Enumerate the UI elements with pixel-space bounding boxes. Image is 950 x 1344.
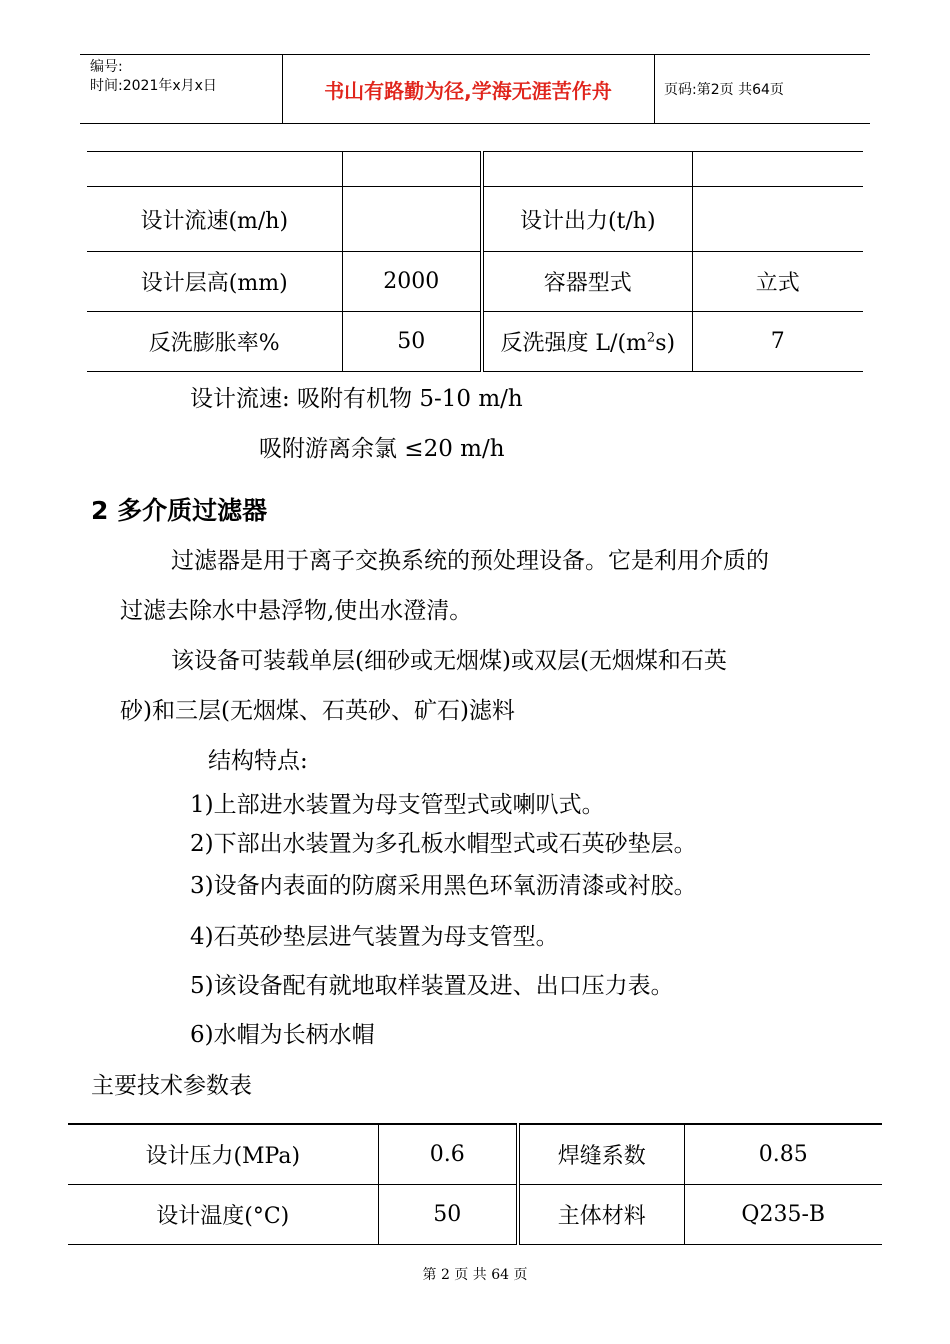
- table-row: [87, 252, 863, 312]
- feature-item: 1)上部进水装置为母支管型式或喇叭式。: [190, 792, 605, 818]
- flow-line-2: 吸附游离余氯 ≤20 m/h: [259, 436, 505, 462]
- table-cell: [482, 312, 692, 372]
- table-cell: 立式: [692, 252, 863, 312]
- table-cell: [342, 187, 482, 252]
- table-cell: [692, 152, 863, 187]
- header-number: 编号:: [90, 59, 123, 75]
- header-motto: 书山有路勤为径,学海无涯苦作舟: [324, 78, 612, 103]
- section-heading: 2 多介质过滤器: [91, 496, 268, 525]
- table-row: [87, 312, 863, 372]
- table-cell: 2000: [342, 252, 482, 312]
- table-row: [68, 1124, 882, 1184]
- table-cell: 7: [692, 312, 863, 372]
- table-cell: 主体材料: [518, 1184, 684, 1244]
- header-meta: [90, 58, 217, 96]
- table-cell: 设计压力(MPa): [145, 1143, 301, 1169]
- table-row: [68, 1184, 882, 1244]
- table-cell: [87, 152, 342, 187]
- table-cell: [342, 152, 482, 187]
- table-cell: 设计流速(m/h): [140, 208, 289, 234]
- table-cell: 0.85: [684, 1124, 882, 1184]
- table-cell: 设计层高(mm): [140, 271, 288, 296]
- feature-item: 3)设备内表面的防腐采用黑色环氧沥清漆或衬胶。: [190, 873, 697, 899]
- table-cell: 反洗膨胀率%: [148, 331, 280, 356]
- header-page-info: 页码:第2页 共64页: [664, 82, 784, 98]
- features-title: 结构特点:: [208, 748, 308, 774]
- table-cell: 设计出力(t/h): [482, 187, 692, 252]
- superscript: 2: [646, 330, 656, 346]
- table-cell: 设计温度(°C): [156, 1203, 290, 1229]
- paragraph-line: 过滤去除水中悬浮物,使出水澄清。: [120, 598, 473, 624]
- feature-item: 2)下部出水装置为多孔板水帽型式或石英砂垫层。: [190, 831, 697, 857]
- table-cell: 50: [378, 1184, 518, 1244]
- spec-table-2: [68, 1123, 882, 1245]
- table-cell: [692, 187, 863, 252]
- table-cell: 焊缝系数: [518, 1124, 684, 1184]
- cell-text: s): [655, 331, 676, 356]
- table-cell: [482, 152, 692, 187]
- paragraph-line: 过滤器是用于离子交换系统的预处理设备。它是利用介质的: [171, 548, 769, 574]
- table-row: [87, 152, 863, 187]
- table-cell: 0.6: [378, 1124, 518, 1184]
- page-footer: 第 2 页 共 64 页: [422, 1267, 528, 1283]
- table-title: 主要技术参数表: [91, 1073, 252, 1099]
- table-cell: 容器型式: [482, 252, 692, 312]
- page-header: [80, 54, 870, 124]
- table-cell: 50: [342, 312, 482, 372]
- feature-item: 6)水帽为长柄水帽: [190, 1022, 375, 1048]
- header-divider: [654, 55, 655, 123]
- table-cell: Q235-B: [684, 1184, 882, 1244]
- table-row: [87, 187, 863, 252]
- spec-table-1: [87, 151, 863, 372]
- header-time: 时间:2021年x月x日: [90, 78, 217, 94]
- paragraph-line: 砂)和三层(无烟煤、石英砂、矿石)滤料: [120, 698, 515, 724]
- feature-item: 5)该设备配有就地取样装置及进、出口压力表。: [190, 973, 674, 999]
- flow-line-1: 设计流速: 吸附有机物 5-10 m/h: [190, 386, 523, 412]
- paragraph-line: 该设备可装载单层(细砂或无烟煤)或双层(无烟煤和石英: [171, 648, 727, 674]
- feature-item: 4)石英砂垫层进气装置为母支管型。: [190, 924, 559, 950]
- cell-text: 反洗强度 L/(m: [500, 331, 647, 356]
